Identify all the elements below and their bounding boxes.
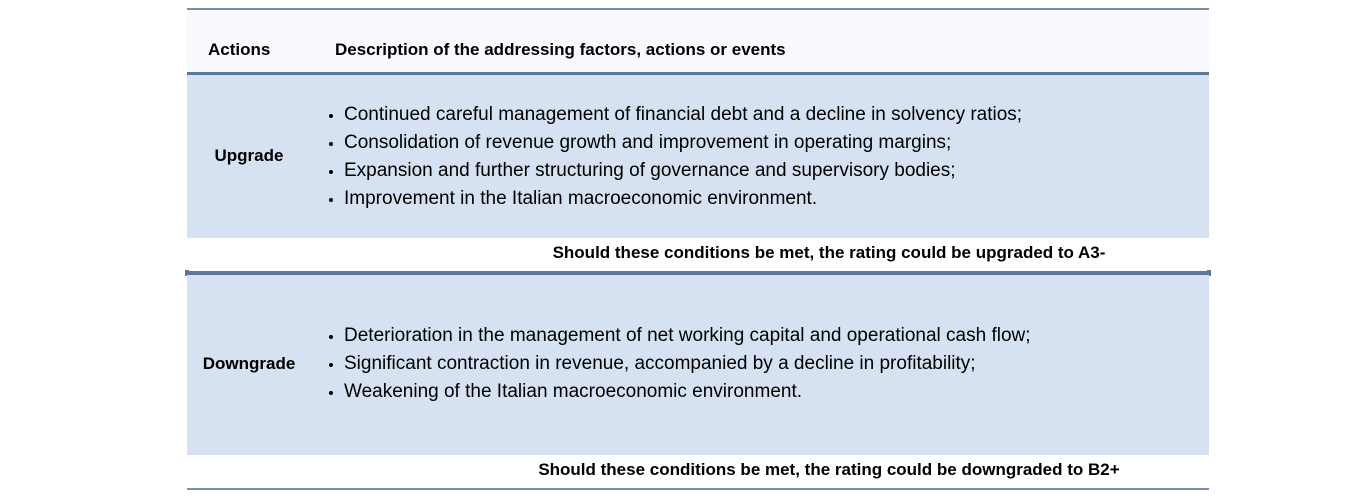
upgrade-factor-list [325, 101, 1022, 213]
list-item: • Significant contraction in revenue, accompanied by a decline in profitability; [344, 350, 1031, 378]
table-bottom-rule [187, 488, 1209, 490]
list-item: • Deterioration in the management of net working capital and operational cash flow; [344, 322, 1031, 350]
upgrade-row [187, 75, 1209, 238]
downgrade-label: Downgrade [202, 354, 296, 373]
list-item: • Expansion and further structuring of governance and supervisory bodies; [344, 157, 1022, 185]
downgrade-factor-list [325, 322, 1031, 406]
list-item: • Improvement in the Italian macroeconomic environment. [344, 185, 1022, 213]
downgrade-row [187, 275, 1209, 455]
list-item: • Weakening of the Italian macroeconomic environment. [344, 378, 1031, 406]
header-description: Description of the addressing factors, actions or events [335, 40, 786, 59]
list-item: • Consolidation of revenue growth and improvement in operating margins; [344, 129, 1022, 157]
upgrade-conclusion-row [187, 238, 1209, 271]
table-header [187, 10, 1209, 75]
upgrade-conclusion: Should these conditions be met, the rating could be upgraded to A3- [552, 243, 1106, 262]
rating-actions-table [187, 8, 1209, 490]
downgrade-conclusion-row [187, 455, 1209, 488]
downgrade-conclusion: Should these conditions be met, the rating could be downgraded to B2+ [538, 460, 1120, 479]
list-item: • Continued careful management of financial debt and a decline in solvency ratios; [344, 101, 1022, 129]
upgrade-label: Upgrade [214, 146, 284, 165]
header-actions: Actions [208, 40, 271, 59]
